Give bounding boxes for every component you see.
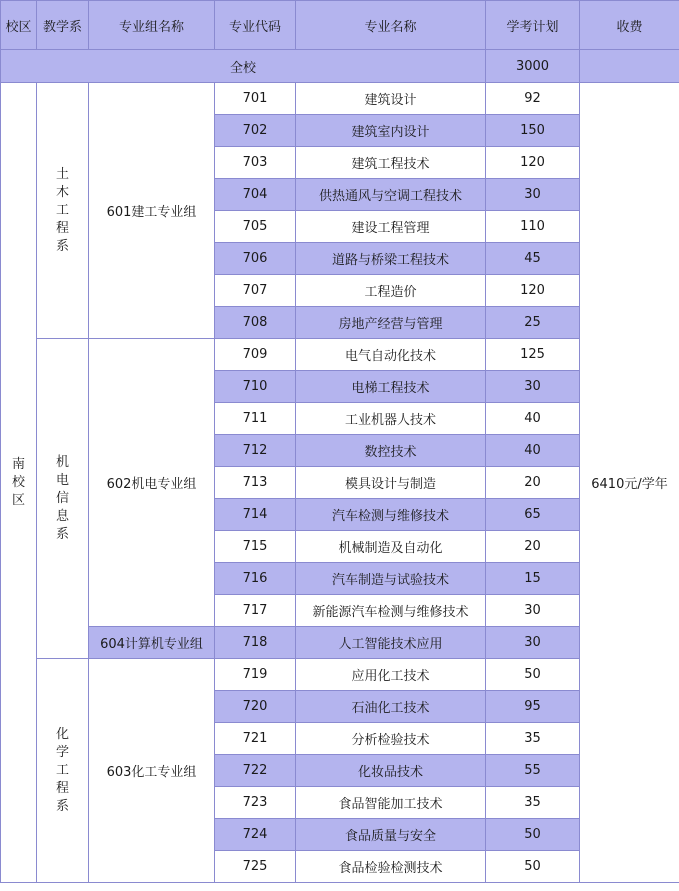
major-code: 708 [215, 307, 296, 339]
group-cell-604: 604计算机专业组 [89, 627, 215, 659]
major-code: 707 [215, 275, 296, 307]
major-plan: 35 [486, 787, 580, 819]
major-plan: 110 [486, 211, 580, 243]
department-cell-mech [37, 339, 89, 659]
fee-cell: 6410元/学年 [580, 83, 679, 883]
major-plan: 30 [486, 595, 580, 627]
major-code: 716 [215, 563, 296, 595]
major-name: 电梯工程技术 [296, 371, 486, 403]
major-plan: 15 [486, 563, 580, 595]
major-name: 房地产经营与管理 [296, 307, 486, 339]
major-name: 供热通风与空调工程技术 [296, 179, 486, 211]
major-plan: 92 [486, 83, 580, 115]
group-cell-602: 602机电专业组 [89, 339, 215, 627]
major-plan: 20 [486, 531, 580, 563]
major-name: 食品智能加工技术 [296, 787, 486, 819]
major-name: 食品检验检测技术 [296, 851, 486, 883]
major-name: 电气自动化技术 [296, 339, 486, 371]
department-label: 土木工程系 [55, 166, 69, 254]
major-name: 建筑室内设计 [296, 115, 486, 147]
major-name: 建筑工程技术 [296, 147, 486, 179]
major-name: 建筑设计 [296, 83, 486, 115]
major-code: 713 [215, 467, 296, 499]
major-code: 703 [215, 147, 296, 179]
department-label: 化学工程系 [55, 726, 69, 814]
major-name: 人工智能技术应用 [296, 627, 486, 659]
major-code: 722 [215, 755, 296, 787]
major-code: 717 [215, 595, 296, 627]
major-code: 705 [215, 211, 296, 243]
table-row [1, 627, 679, 659]
major-code: 719 [215, 659, 296, 691]
major-code: 715 [215, 531, 296, 563]
major-code: 714 [215, 499, 296, 531]
header-major-name: 专业名称 [296, 1, 486, 50]
header-campus: 校区 [1, 1, 37, 50]
header-plan: 学考计划 [486, 1, 580, 50]
major-plan: 30 [486, 627, 580, 659]
major-name: 化妆品技术 [296, 755, 486, 787]
total-label: 全校 [1, 50, 486, 83]
major-name: 模具设计与制造 [296, 467, 486, 499]
major-code: 710 [215, 371, 296, 403]
major-plan: 55 [486, 755, 580, 787]
header-group-name: 专业组名称 [89, 1, 215, 50]
major-code: 712 [215, 435, 296, 467]
major-code: 724 [215, 819, 296, 851]
major-plan: 50 [486, 659, 580, 691]
major-plan: 30 [486, 371, 580, 403]
major-name: 工程造价 [296, 275, 486, 307]
major-code: 720 [215, 691, 296, 723]
header-row [1, 1, 679, 50]
major-name: 石油化工技术 [296, 691, 486, 723]
major-name: 食品质量与安全 [296, 819, 486, 851]
major-plan: 120 [486, 275, 580, 307]
major-code: 723 [215, 787, 296, 819]
campus-cell [1, 83, 37, 883]
major-plan: 150 [486, 115, 580, 147]
department-label: 机电信息系 [55, 454, 69, 542]
major-code: 704 [215, 179, 296, 211]
major-plan: 20 [486, 467, 580, 499]
major-code: 702 [215, 115, 296, 147]
major-plan: 50 [486, 851, 580, 883]
major-name: 汽车制造与试验技术 [296, 563, 486, 595]
table-row [1, 339, 679, 371]
major-name: 数控技术 [296, 435, 486, 467]
total-plan: 3000 [486, 50, 580, 83]
major-name: 建设工程管理 [296, 211, 486, 243]
major-name: 应用化工技术 [296, 659, 486, 691]
group-cell-601: 601建工专业组 [89, 83, 215, 339]
major-code: 718 [215, 627, 296, 659]
major-code: 706 [215, 243, 296, 275]
major-plan: 95 [486, 691, 580, 723]
major-plan: 25 [486, 307, 580, 339]
major-plan: 120 [486, 147, 580, 179]
table-row [1, 83, 679, 115]
major-name: 机械制造及自动化 [296, 531, 486, 563]
campus-label: 南校区 [11, 456, 25, 508]
major-code: 701 [215, 83, 296, 115]
major-plan: 35 [486, 723, 580, 755]
major-name: 汽车检测与维修技术 [296, 499, 486, 531]
major-plan: 40 [486, 403, 580, 435]
department-cell-civil [37, 83, 89, 339]
major-code: 725 [215, 851, 296, 883]
total-fee-empty [580, 50, 679, 83]
major-plan: 50 [486, 819, 580, 851]
major-plan: 65 [486, 499, 580, 531]
major-name: 分析检验技术 [296, 723, 486, 755]
major-code: 709 [215, 339, 296, 371]
major-name: 工业机器人技术 [296, 403, 486, 435]
major-plan: 45 [486, 243, 580, 275]
major-plan: 30 [486, 179, 580, 211]
major-name: 新能源汽车检测与维修技术 [296, 595, 486, 627]
header-fee: 收费 [580, 1, 679, 50]
major-code: 711 [215, 403, 296, 435]
table-row [1, 659, 679, 691]
total-row [1, 50, 679, 83]
department-cell-chem [37, 659, 89, 883]
major-code: 721 [215, 723, 296, 755]
major-plan: 125 [486, 339, 580, 371]
group-cell-603: 603化工专业组 [89, 659, 215, 883]
header-department: 教学系 [37, 1, 89, 50]
header-major-code: 专业代码 [215, 1, 296, 50]
major-plan: 40 [486, 435, 580, 467]
major-name: 道路与桥梁工程技术 [296, 243, 486, 275]
